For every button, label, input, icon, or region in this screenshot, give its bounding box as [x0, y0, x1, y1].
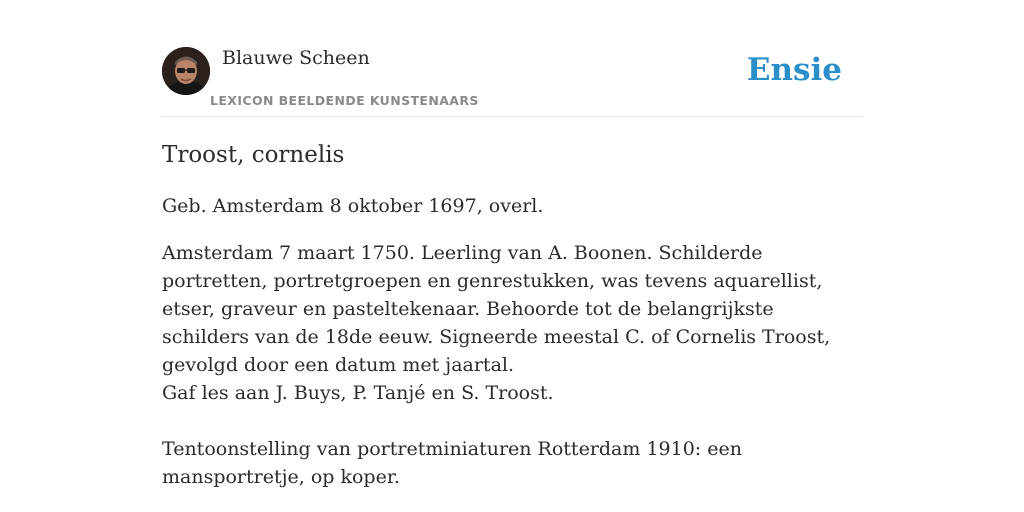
avatar-portrait-icon	[162, 47, 210, 95]
article-title: Troost, cornelis	[162, 142, 345, 168]
page-header	[162, 46, 862, 117]
article-paragraph: Gaf les aan J. Buys, P. Tanjé en S. Troost.	[162, 382, 554, 404]
article-paragraph: Tentoonstelling van portretminiaturen Rotterdam 1910: een mansportretje, op koper.	[162, 438, 742, 488]
author-name[interactable]: Blauwe Scheen	[222, 47, 370, 69]
article-paragraph: Amsterdam 7 maart 1750. Leerling van A. Boonen. Schilderde portretten, portretgroepen en genrestukken, was tevens aquarellist, etser, graveur en pasteltekenaar. Behoorde tot de belangrijkste schilders van de 18de eeuw. Signeerde meestal C. of Cornelis Troost, gevolgd door een datum met jaartal.	[162, 242, 831, 376]
collection-label[interactable]: LEXICON BEELDENDE KUNSTENAARS	[210, 93, 479, 108]
brand-logo[interactable]: Ensie	[746, 52, 842, 88]
author-avatar[interactable]	[162, 47, 210, 95]
article-paragraph: Geb. Amsterdam 8 oktober 1697, overl.	[162, 195, 544, 217]
